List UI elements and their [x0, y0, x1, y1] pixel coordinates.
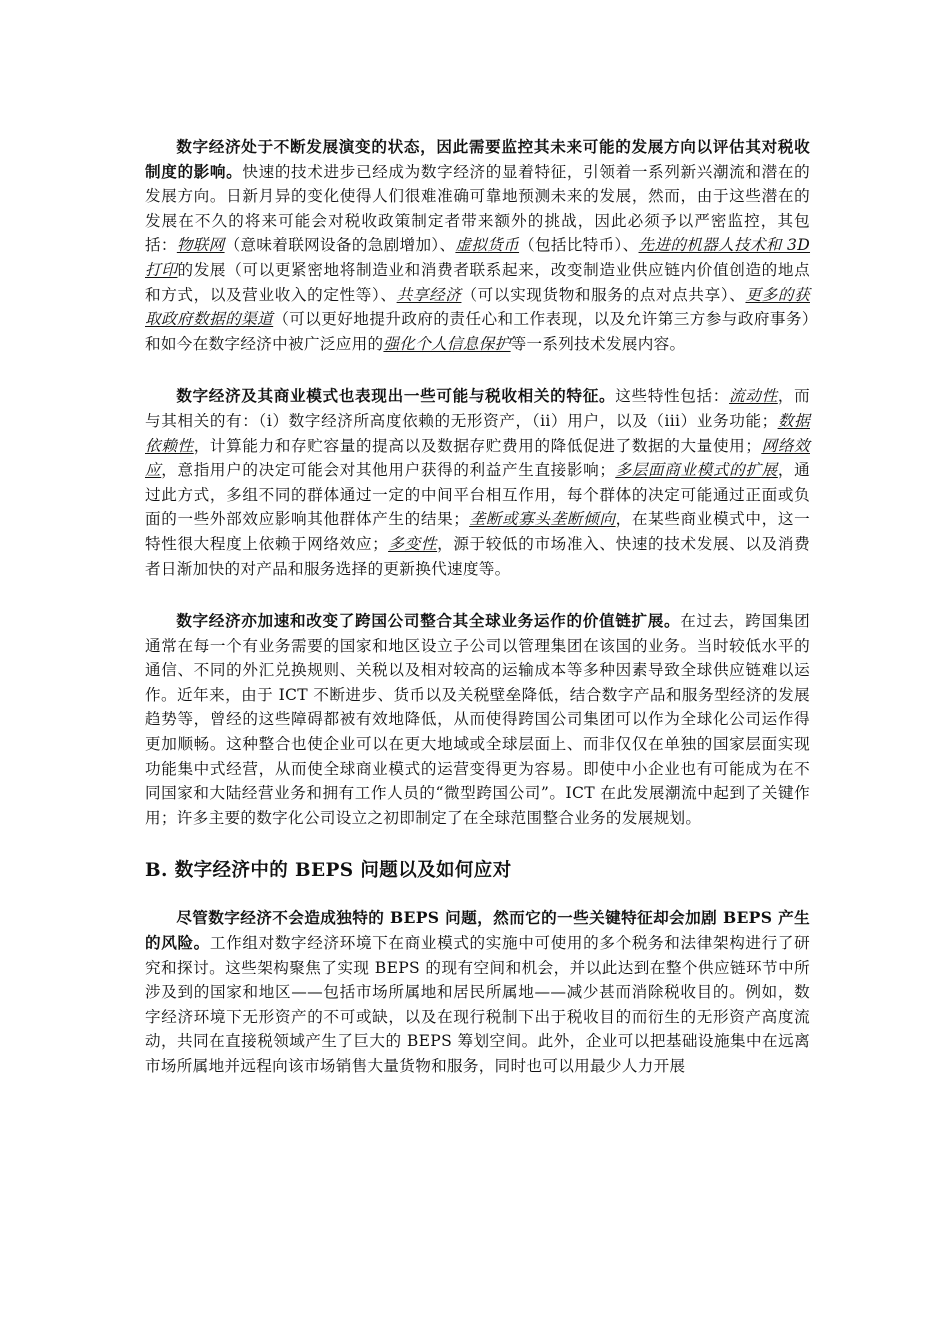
paragraph-beps-risks: 尽管数字经济不会造成独特的 BEPS 问题，然而它的一些关键特征却会加剧 BEPS 产生的风险。工作组对数字经济环境下在商业模式的实施中可使用的多个税务和法律架构进行了研究和探讨。这些架构聚焦了实现 BEPS 的现有空间和机会，并以此达到在整个供应链环节中所涉及到的国家和地区——包括市场所属地和居民所属地——减少甚而消除税收目的。例如，数字经济环境下无形资产的不可或缺，以及在现行税制下出于税收目的而衍生的无形资产高度流动，共同在直接税领域产生了巨大的 BEPS 筹划空间。此外，企业可以把基础设施集中在远离市场所属地并远程向该市场销售大量货物和服务，同时也可以用最少人力开展 — [145, 908, 811, 1075]
term-mobility: 流动性 — [729, 387, 778, 406]
paragraph-lead-bold: 数字经济处于不断发展演变的状态，因此需要监控其未来可能的发展方向以评估其对税收制度的影响。 — [145, 137, 810, 181]
term-internet-of-things: 物联网 — [176, 236, 225, 255]
paragraph-lead-bold: 尽管数字经济不会造成独特的 BEPS 问题，然而它的一些关键特征却会加剧 BEPS 产生的风险。 — [145, 908, 810, 953]
term-volatility: 多变性 — [388, 534, 438, 553]
paragraph-value-chain-integration: 数字经济亦加速和改变了跨国公司整合其全球业务运作的价值链扩展。在过去，跨国集团通常在每一个有业务需要的国家和地区设立子公司以管理集团在该国的业务。当时较低水平的通信、不同的外汇兑换规则、关税以及相对较高的运输成本等多种因素导致全球供应链难以运作。近年来，由于 ICT 不断进步、货币以及关税壁垒降低，结合数字产品和服务型经济的发展趋势等，曾经的这些障碍都被有效地降低，从而使得跨国公司集团可以作为全球化公司运作得更加顺畅。这种整合也使企业可以在更大地域或全球层面上、而非仅仅在单独的国家层面实现功能集中式经营，从而使全球商业模式的运营变得更为容易。即使中小企业也有可能成为在不同国家和大陆经营业务和拥有工作人员的“微型跨国公司”。ICT 在此发展潮流中起到了关键作用；许多主要的数字化公司设立之初即制定了在全球范围整合业务的发展规划。 — [145, 611, 810, 827]
term-government-data: 更多的获取政府数据的渠道 — [145, 285, 810, 329]
section-heading-b: B. 数字经济中的 BEPS 问题以及如何应对 — [145, 860, 512, 882]
term-sharing-economy: 共享经济 — [396, 285, 462, 304]
term-virtual-currency: 虚拟货币 — [455, 236, 520, 255]
term-multi-sided-business-models: 多层面商业模式的扩展 — [615, 461, 778, 480]
paragraph-tax-relevant-features: 数字经济及其商业模式也表现出一些可能与税收相关的特征。这些特性包括：流动性，而与其相关的有：（i）数字经济所高度依赖的无形资产，（ii）用户，以及（iii）业务功能；数据依赖性，计算能力和存贮容量的提高以及数据存贮费用的降低促进了数据的大量使用；网络效应，意指用户的决定可能会对其他用户获得的利益产生直接影响；多层面商业模式的扩展，通过此方式，多组不同的群体通过一定的中间平台相互作用，每个群体的决定可能通过正面或负面的一些外部效应影响其他群体产生的结果；垄断或寡头垄断倾向，在某些商业模式中，这一特性很大程度上依赖于网络效应；多变性，源于较低的市场准入、快速的技术发展、以及消费者日渐加快的对产品和服务选择的更新换代速度等。 — [145, 386, 810, 578]
term-personal-data-protection: 强化个人信息保护 — [383, 334, 511, 353]
document-body — [145, 135, 810, 1107]
term-robotics-3d-printing: 先进的机器人技术和 3D 打印 — [145, 236, 811, 279]
term-monopoly-tendency: 垄断或寡头垄断倾向 — [469, 510, 616, 529]
paragraph-future-developments: 数字经济处于不断发展演变的状态，因此需要监控其未来可能的发展方向以评估其对税收制度的影响。快速的技术进步已经成为数字经济的显着特征，引领着一系列新兴潮流和潜在的发展方向。日新月异的变化使得人们很难准确可靠地预测未来的发展，然而，由于这些潜在的发展在不久的将来可能会对税收政策制定者带来额外的挑战，因此必须予以严密监控，其包括：物联网（意味着联网设备的急剧增加）、虚拟货币（包括比特币）、先进的机器人技术和 3D 打印的发展（可以更紧密地将制造业和消费者联系起来，改变制造业供应链内价值创造的地点和方式，以及营业收入的定性等）、共享经济（可以实现货物和服务的点对点共享）、更多的获取政府数据的渠道（可以更好地提升政府的责任心和工作表现，以及允许第三方参与政府事务）和如今在数字经济中被广泛应用的强化个人信息保护等一系列技术发展内容。 — [145, 137, 811, 353]
paragraph-lead-bold: 数字经济及其商业模式也表现出一些可能与税收相关的特征。 — [176, 386, 616, 406]
term-network-effects: 网络效应 — [145, 436, 810, 480]
term-data-reliance: 数据依赖性 — [145, 411, 810, 455]
paragraph-lead-bold: 数字经济亦加速和改变了跨国公司整合其全球业务运作的价值链扩展。 — [176, 611, 681, 631]
